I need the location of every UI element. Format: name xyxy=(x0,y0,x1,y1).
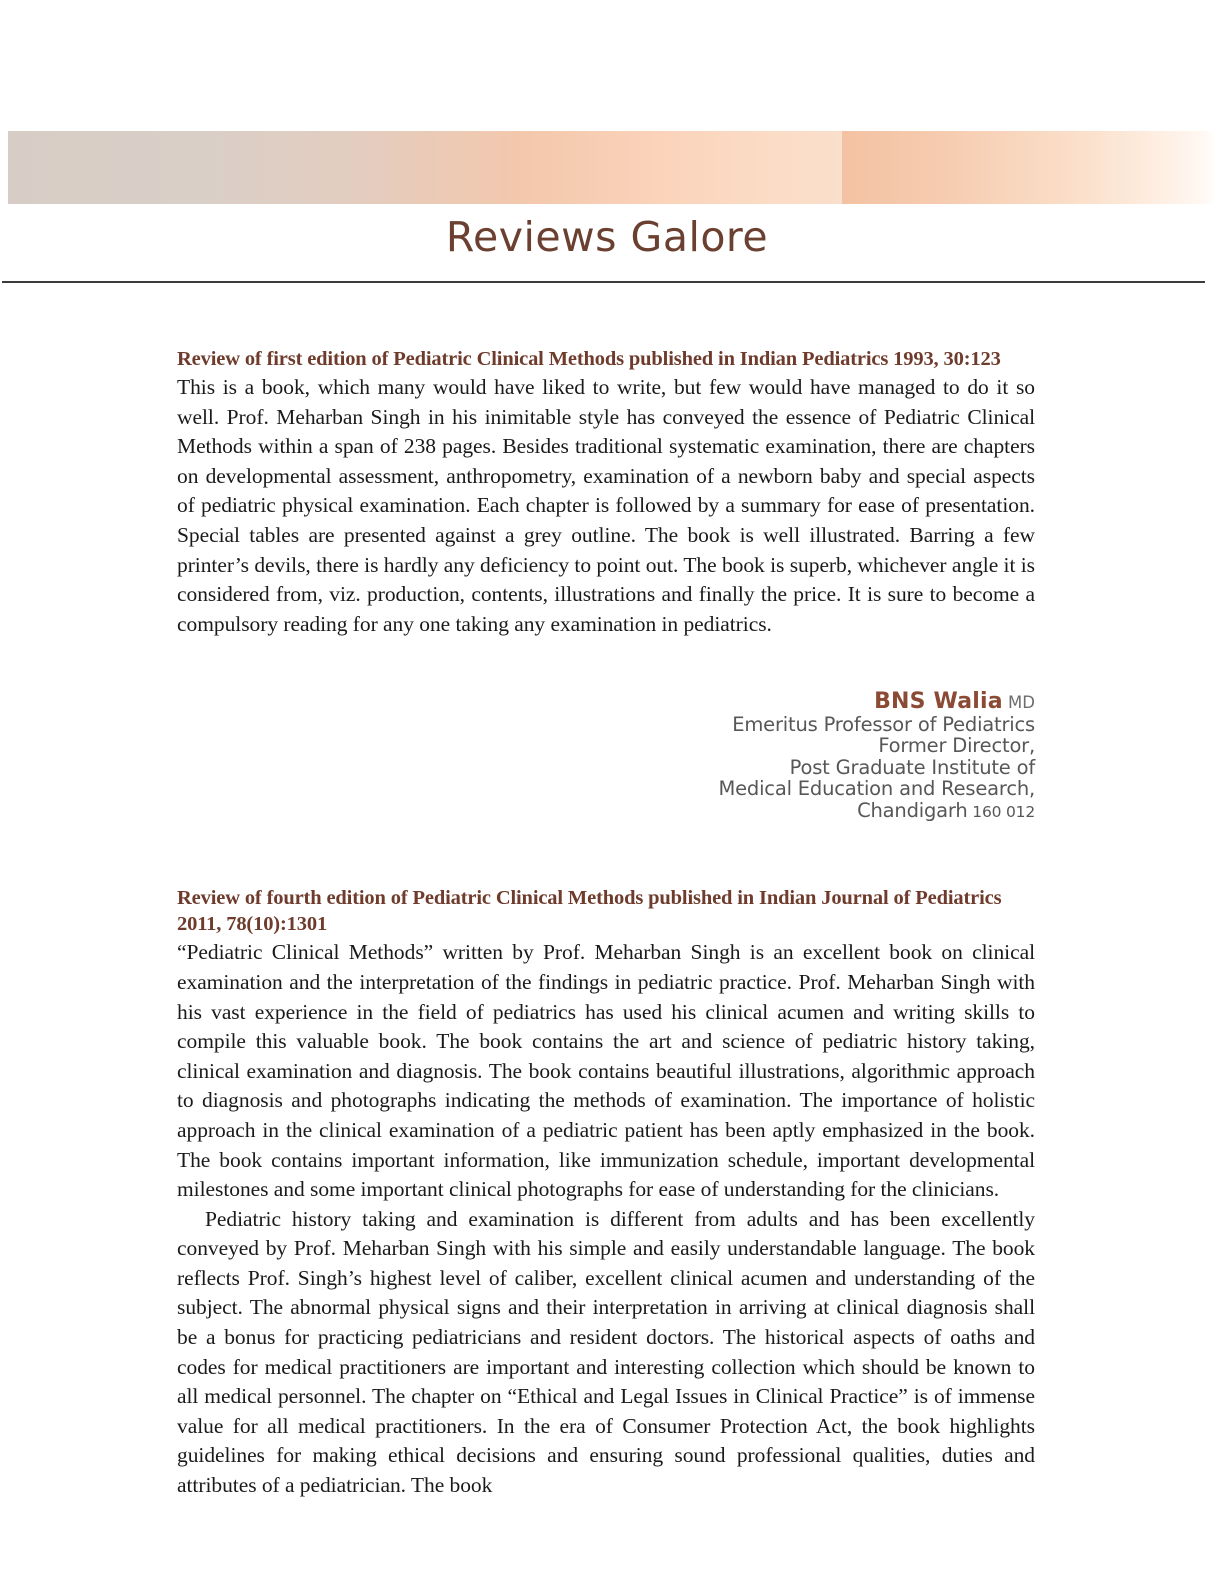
page-title: Reviews Galore xyxy=(445,213,769,261)
section-spacer xyxy=(177,823,1035,885)
page-content xyxy=(177,346,1035,1501)
signature-affiliation-line: Post Graduate Institute of xyxy=(789,755,1035,779)
signature-name-line xyxy=(177,691,1035,714)
title-divider-rule xyxy=(2,281,1205,283)
header-band-right-gradient xyxy=(842,131,1214,204)
signature-city: Chandigarh xyxy=(857,798,968,822)
reviewer-degree: MD xyxy=(1002,693,1035,713)
signature-affiliation-line: Emeritus Professor of Pediatrics xyxy=(732,712,1035,736)
review-paragraph: “Pediatric Clinical Methods” written by Prof. Meharban Singh is an excellent book on clinical examination and the interpretation of the findings in pediatric practice. Prof. Meharban Singh with his vast experience in the field of pediatrics has used his clinical acumen and writing skills to compile this valuable book. The book contains the art and science of pediatric history taking, clinical examination and diagnosis. The book contains beautiful illustrations, algorithmic approach to diagnosis and photographs indicating the methods of examination. The importance of holistic approach in the clinical examination of a pediatric patient has been aptly emphasized in the book. The book contains important information, like immunization schedule, important developmental milestones and some important clinical photographs for ease of understanding for the clinicians. xyxy=(177,940,1035,1202)
reviewer-signature-block xyxy=(177,691,1035,823)
review-section-fourth-edition xyxy=(177,885,1035,1500)
review-heading: Review of fourth edition of Pediatric Clinical Methods published in Indian Journal of Pediatrics 2011, 78(10):1301 xyxy=(177,887,1002,936)
reviewer-name: BNS Walia xyxy=(874,689,1003,715)
review-paragraph: This is a book, which many would have liked to write, but few would have managed to do it so well. Prof. Meharban Singh in his inimitable style has conveyed the essence of Pediatric Clinical Methods within a span of 238 pages. Besides traditional systematic examination, there are chapters on developmental assessment, anthropometry, examination of a newborn baby and special aspects of pediatric physical examination. Each chapter is followed by a summary for ease of presentation. Special tables are presented against a grey outline. The book is well illustrated. Barring a few printer’s devils, there is hardly any deficiency to point out. The book is superb, whichever angle it is considered from, viz. production, contents, illustrations and finally the price. It is sure to become a compulsory reading for any one taking any examination in pediatrics. xyxy=(177,375,1035,636)
signature-affiliation-line: Medical Education and Research, xyxy=(718,777,1035,801)
review-heading: Review of first edition of Pediatric Clinical Methods published in Indian Pediatrics 1993, 30:123 xyxy=(177,348,1001,370)
header-decorative-band xyxy=(8,131,1214,204)
review-section-first-edition xyxy=(177,346,1035,823)
signature-affiliation-line: Former Director, xyxy=(878,734,1035,758)
header-band-left-gradient xyxy=(8,131,842,204)
signature-postal-code: 160 012 xyxy=(967,802,1035,821)
review-paragraph: Pediatric history taking and examination is different from adults and has been excellently conveyed by Prof. Meharban Singh with his simple and easily understandable language. The book reflects Prof. Singh’s highest level of caliber, excellent clinical acumen and understanding of the subject. The abnormal physical signs and their interpretation in arriving at clinical diagnosis shall be a bonus for practicing pediatricians and resident doctors. The historical aspects of oaths and codes for medical practitioners are important and interesting collection which should be known to all medical personnel. The chapter on “Ethical and Legal Issues in Clinical Practice” is of immense value for all medical practitioners. In the era of Consumer Protection Act, the book highlights guidelines for making ethical decisions and ensuring sound professional qualities, duties and attributes of a pediatrician. The book xyxy=(177,1206,1035,1498)
signature-city-line xyxy=(177,800,1035,824)
